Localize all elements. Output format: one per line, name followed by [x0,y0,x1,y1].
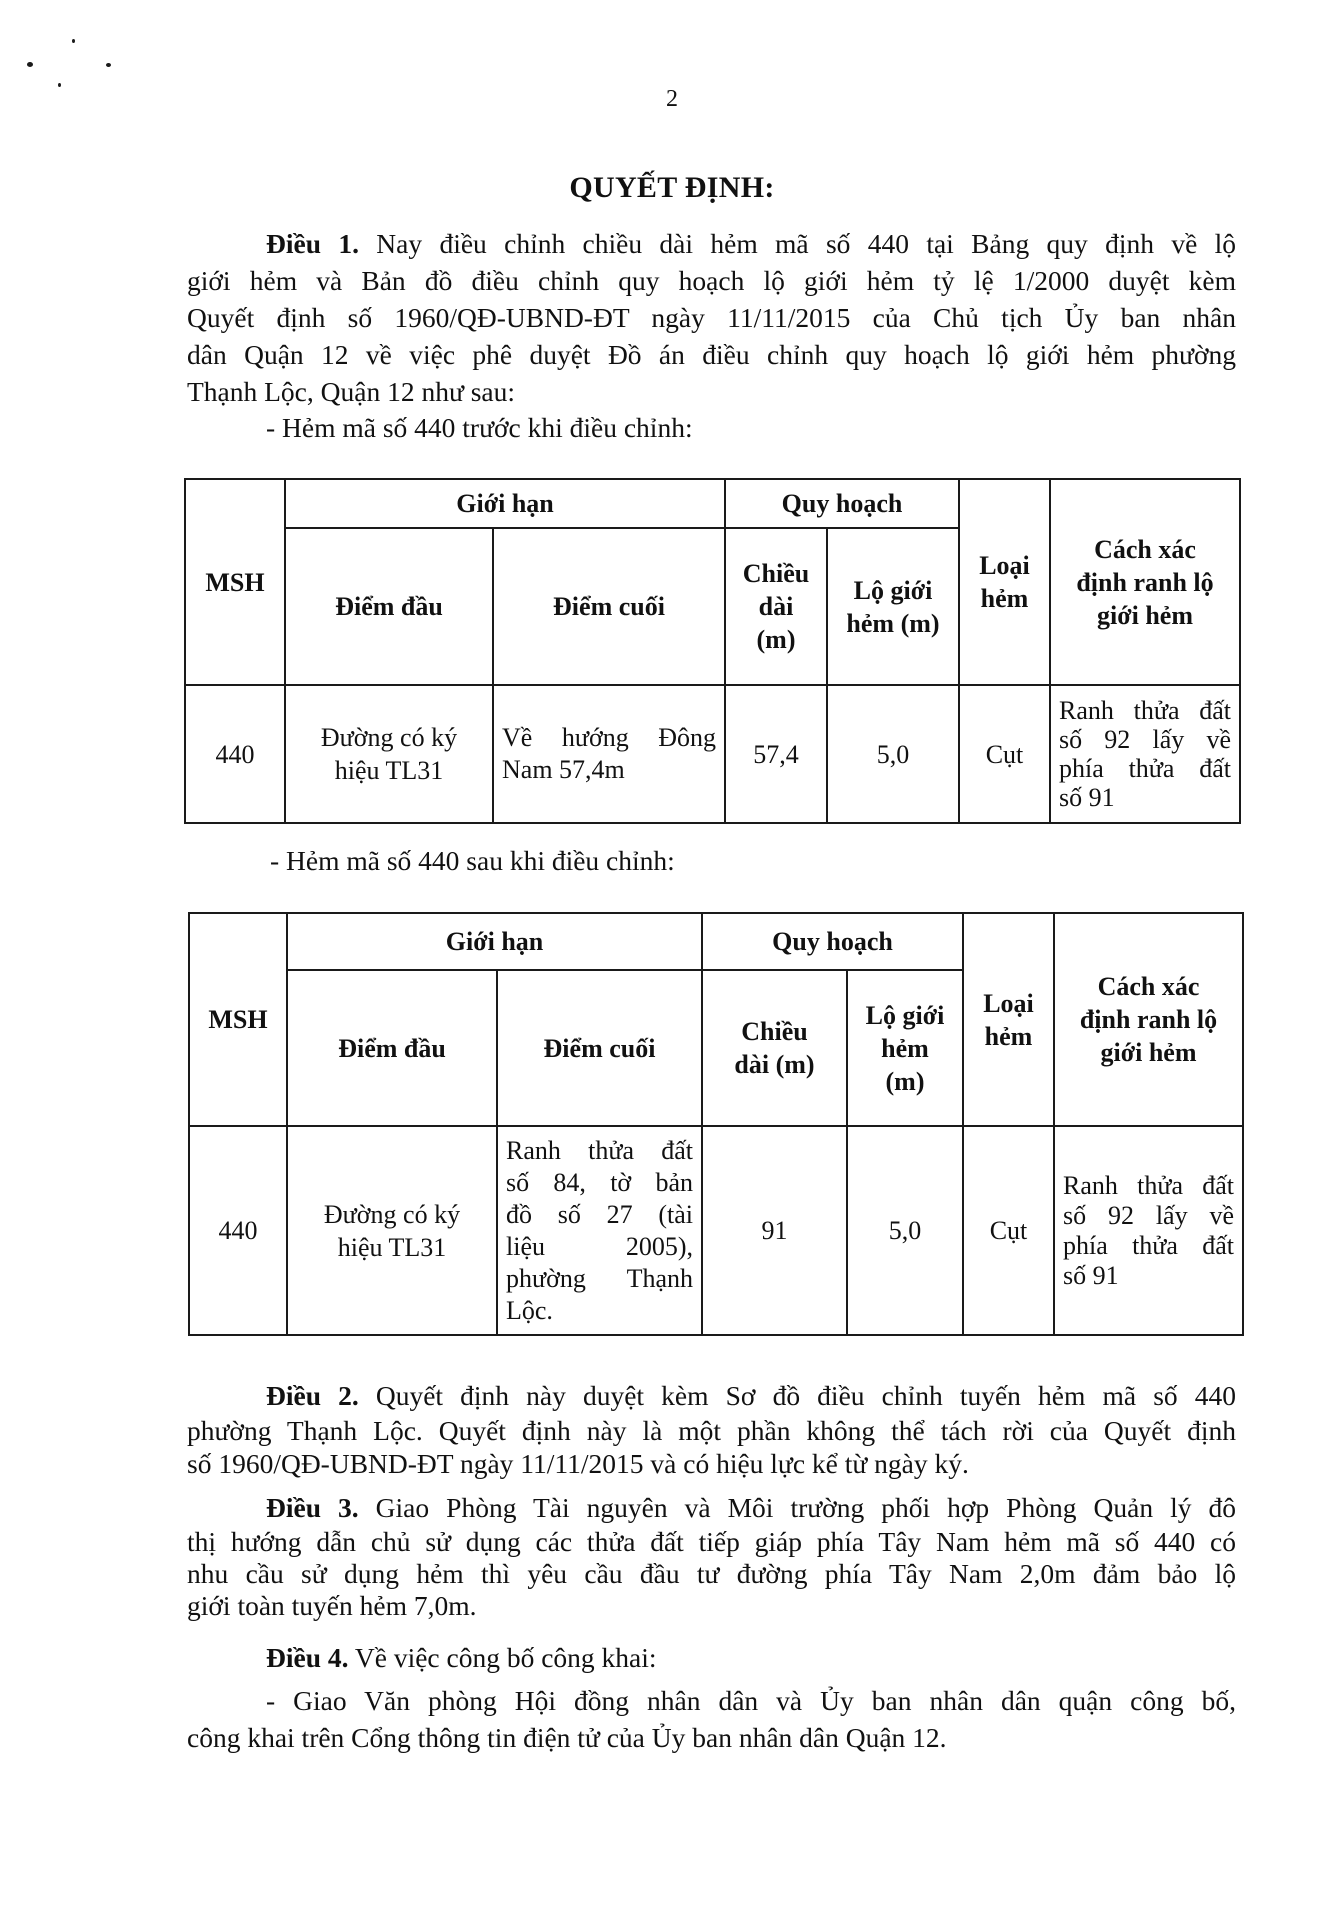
article-4-item-line: công khai trên Cổng thông tin điện tử của Ủy ban nhân dân Quận 12. [187,1722,947,1753]
cell-chieu-dai: 91 [702,1126,847,1335]
header-cach-xac-dinh: Cách xác định ranh lộ giới hẻm [1050,479,1240,685]
header-msh: MSH [189,913,287,1126]
cell-diem-cuoi: Ranh thửa đất số 84, tờ bản đồ số 27 (tài liệu 2005), phường Thạnh Lộc. [497,1126,702,1335]
article-2-label: Điều 2. [266,1380,359,1411]
article-3-line: Điều 3. Giao Phòng Tài nguyên và Môi trường phối hợp Phòng Quản lý đô [266,1492,1236,1523]
header-chieu-dai: Chiều dài (m) [725,528,827,685]
article-4 [187,1640,1236,1676]
article-1-line: Điều 1. Nay điều chỉnh chiều dài hẻm mã số 440 tại Bảng quy định về lộ [266,228,1237,259]
article-4-item-line: - Giao Văn phòng Hội đồng nhân dân và Ủy ban nhân dân quận công bố, [266,1685,1236,1716]
header-gioi-han: Giới hạn [285,479,725,528]
page-number: 2 [666,86,678,112]
cell-lo-gioi: 5,0 [827,685,959,823]
cell-msh: 440 [189,1126,287,1335]
article-3-label: Điều 3. [266,1492,359,1523]
header-cach-xac-dinh: Cách xác định ranh lộ giới hẻm [1054,913,1243,1126]
header-diem-cuoi: Điểm cuối [497,970,702,1126]
scan-speck [106,63,111,67]
article-2-line: phường Thạnh Lộc. Quyết định này là một phần không thể tách rời của Quyết định [187,1415,1236,1446]
article-4-label: Điều 4. [266,1642,349,1673]
cell-chieu-dai: 57,4 [725,685,827,823]
header-loai-hem: Loại hẻm [963,913,1054,1126]
header-diem-cuoi: Điểm cuối [493,528,725,685]
cell-msh: 440 [185,685,285,823]
header-lo-gioi: Lộ giới hẻm (m) [827,528,959,685]
header-chieu-dai: Chiều dài (m) [702,970,847,1126]
header-msh: MSH [185,479,285,685]
before-adjustment-label: - Hẻm mã số 440 trước khi điều chỉnh: [266,412,693,443]
header-lo-gioi: Lộ giới hẻm (m) [847,970,963,1126]
header-loai-hem: Loại hẻm [959,479,1050,685]
cell-diem-dau: Đường có ký hiệu TL31 [285,685,493,823]
cell-loai-hem: Cụt [959,685,1050,823]
cell-diem-dau: Đường có ký hiệu TL31 [287,1126,497,1335]
article-1-line: dân Quận 12 về việc phê duyệt Đồ án điều chỉnh quy hoạch lộ giới hẻm phường [187,339,1236,370]
header-gioi-han: Giới hạn [287,913,702,970]
article-4-item [187,1683,1236,1757]
article-1-label: Điều 1. [266,228,359,259]
scan-speck [27,62,33,67]
cell-cach-xac-dinh: Ranh thửa đất số 92 lấy về phía thửa đất số 91 [1050,685,1240,823]
article-3-line: giới toàn tuyến hẻm 7,0m. [187,1590,477,1621]
article-2-line: Điều 2. Quyết định này duyệt kèm Sơ đồ điều chỉnh tuyến hẻm mã số 440 [266,1380,1237,1411]
article-3-line: nhu cầu sử dụng hẻm thì yêu cầu đầu tư đường phía Tây Nam 2,0m đảm bảo lộ [187,1558,1236,1589]
table-after-adjustment [188,912,1244,1336]
cell-loai-hem: Cụt [963,1126,1054,1335]
article-3 [187,1490,1236,1622]
header-diem-dau: Điểm đầu [287,970,497,1126]
table-row [185,685,1240,823]
article-1-line: giới hẻm và Bản đồ điều chỉnh quy hoạch lộ giới hẻm tỷ lệ 1/2000 duyệt kèm [187,265,1236,296]
article-2 [187,1378,1236,1480]
article-1-line: Thạnh Lộc, Quận 12 như sau: [187,376,516,407]
cell-cach-xac-dinh: Ranh thửa đất số 92 lấy về phía thửa đất số 91 [1054,1126,1243,1335]
article-3-line: thị hướng dẫn chủ sử dụng các thửa đất tiếp giáp phía Tây Nam hẻm mã số 440 có [187,1526,1236,1557]
article-1 [187,226,1236,410]
table-row [189,1126,1243,1335]
cell-diem-cuoi: Về hướng Đông Nam 57,4m [493,685,725,823]
header-quy-hoach: Quy hoạch [702,913,963,970]
cell-lo-gioi: 5,0 [847,1126,963,1335]
header-diem-dau: Điểm đầu [285,528,493,685]
table-before-adjustment [184,478,1241,824]
header-quy-hoach: Quy hoạch [725,479,959,528]
after-adjustment-label: - Hẻm mã số 440 sau khi điều chỉnh: [270,845,675,876]
article-2-line: số 1960/QĐ-UBND-ĐT ngày 11/11/2015 và có hiệu lực kể từ ngày ký. [187,1448,969,1479]
page-title: QUYẾT ĐỊNH: [569,171,775,204]
scan-speck [72,39,75,43]
article-1-line: Quyết định số 1960/QĐ-UBND-ĐT ngày 11/11/2015 của Chủ tịch Ủy ban nhân [187,302,1236,333]
article-4-line: Điều 4. Về việc công bố công khai: [266,1642,657,1673]
